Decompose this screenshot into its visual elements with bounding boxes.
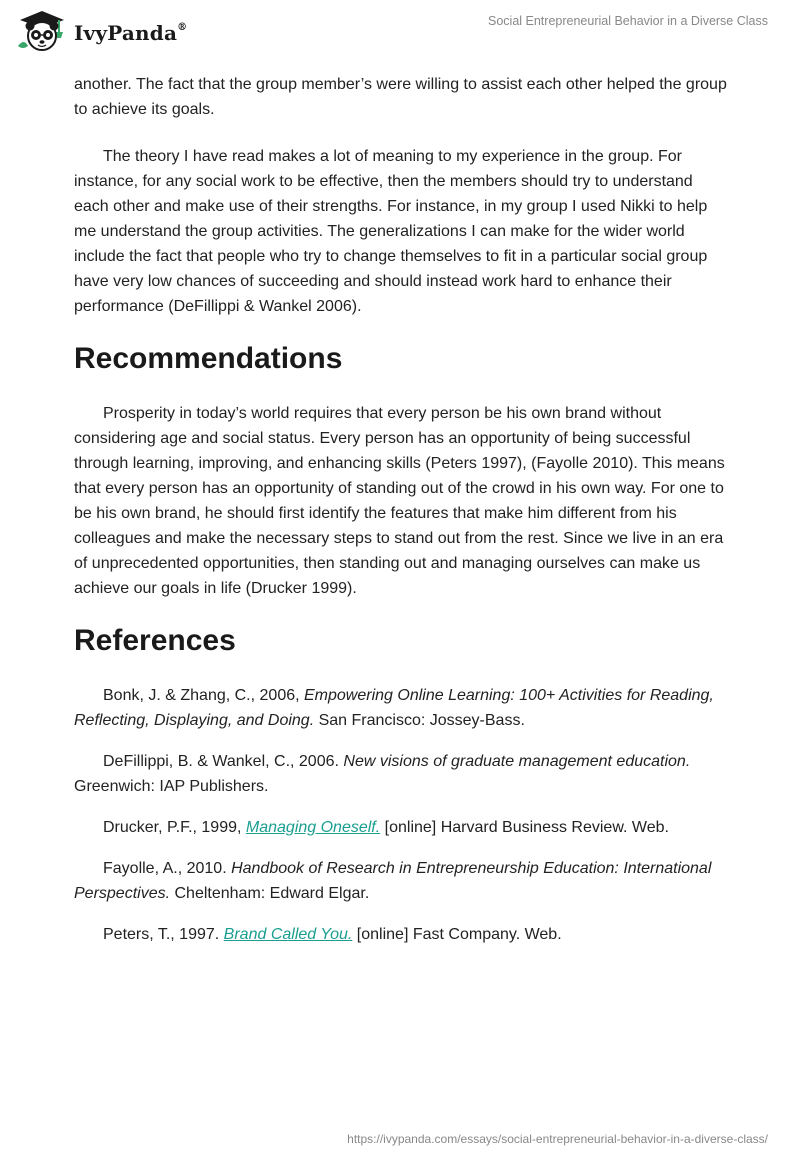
reference-item: DeFillippi, B. & Wankel, C., 2006. New visions of graduate management education. Greenwich: IAP Publishers. bbox=[74, 753, 691, 795]
references-heading: References bbox=[74, 624, 236, 657]
reference-link-managing-oneself[interactable]: Managing Oneself. bbox=[245, 819, 381, 836]
recommendations-paragraph: Prosperity in today’s world requires that every person be his own brand without considering age and social status. Every person has an opportunity of being successful through learning, improving, and enhancing skills (Peters 1997), (Fayolle 2010). This means that every person has an opportunity of standing out of the crowd in his own way. For one to be his own brand, he should first identify the features that make him different from his colleagues and make the necessary steps to stand out from the rest. Since we live in an era of unprecedented opportunities, then standing out and managing ourselves can make us achieve our goals in life (Drucker 1999). bbox=[74, 405, 725, 597]
body-paragraph: another. The fact that the group member’s were willing to assist each other helped the group to achieve its goals. bbox=[74, 76, 727, 118]
reference-item: Drucker, P.F., 1999, Managing Oneself. [online] Harvard Business Review. Web. bbox=[103, 819, 669, 836]
ivypanda-logo[interactable] bbox=[14, 8, 187, 54]
body-paragraph: The theory I have read makes a lot of meaning to my experience in the group. For instance, for any social work to be effective, then the members should try to understand each other and make use of their strengths. For instance, in my group I used Nikki to help me understand the group activities. The generalizations I can make for the wider world include the fact that people who try to change themselves to fit in a particular social group have very low chances of succeeding and should instead work hard to enhance their performance (DeFillippi & Wankel 2006). bbox=[74, 148, 708, 315]
brand-name: IvyPanda® bbox=[74, 21, 188, 45]
reference-link-brand-called-you[interactable]: Brand Called You. bbox=[223, 926, 353, 943]
document-title: Social Entrepreneurial Behavior in a Diverse Class bbox=[488, 14, 768, 28]
reference-item: Fayolle, A., 2010. Handbook of Research in Entrepreneurship Education: International Perspectives. Cheltenham: Edward Elgar. bbox=[74, 860, 712, 902]
reference-item: Peters, T., 1997. Brand Called You. [online] Fast Company. Web. bbox=[103, 926, 562, 943]
panda-graduate-icon bbox=[14, 8, 70, 54]
reference-item: Bonk, J. & Zhang, C., 2006, Empowering Online Learning: 100+ Activities for Reading, Reflecting, Displaying, and Doing. San Francisco: Jossey-Bass. bbox=[74, 687, 714, 729]
recommendations-heading: Recommendations bbox=[74, 342, 343, 375]
essay-content bbox=[74, 72, 728, 963]
page-header bbox=[0, 0, 800, 62]
footer-url[interactable]: https://ivypanda.com/essays/social-entrepreneurial-behavior-in-a-diverse-class/ bbox=[347, 1132, 768, 1146]
